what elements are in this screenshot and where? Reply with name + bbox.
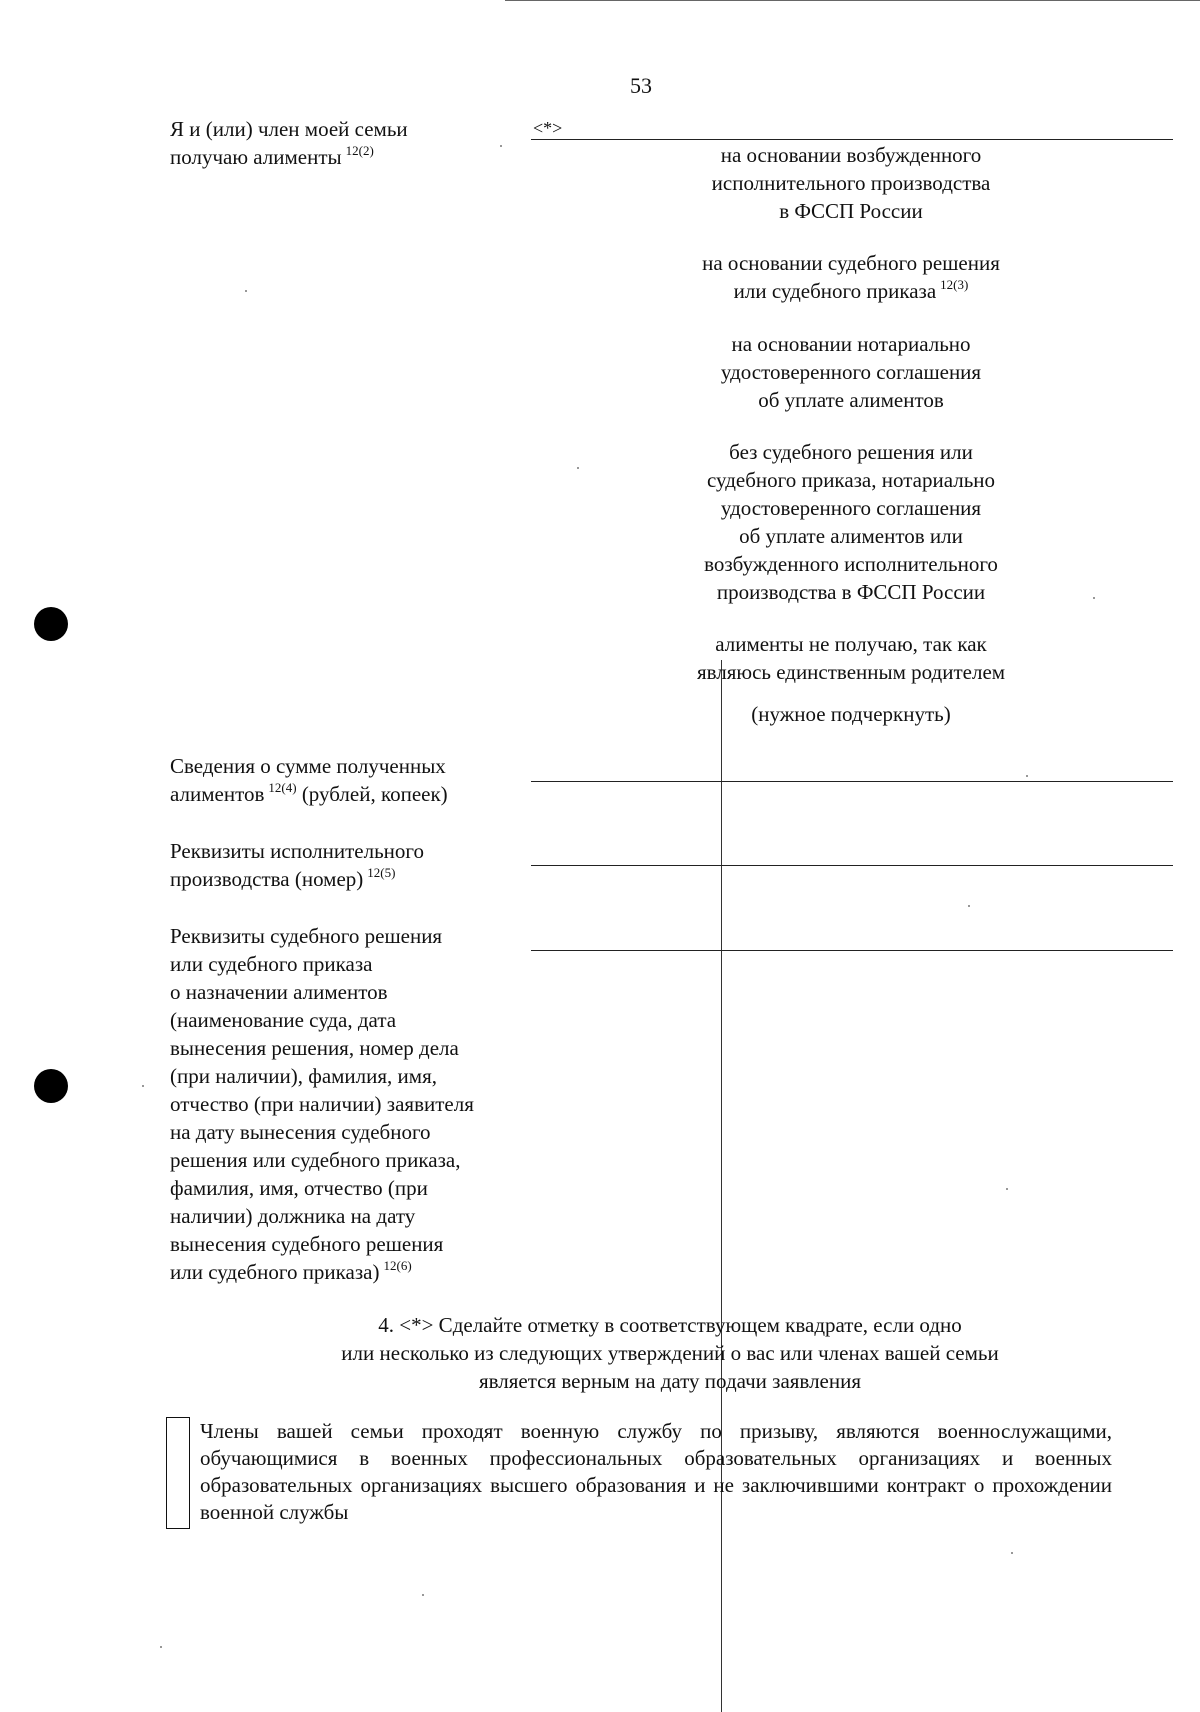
field-enforcement-line2: производства (номер): [170, 867, 364, 891]
top-edge-line: [505, 0, 1200, 1]
alimony-label: [170, 115, 408, 174]
alimony-option-2-line2: или судебного приказа: [733, 279, 937, 303]
field-court-decision-line12: вынесения судебного решения: [170, 1232, 444, 1256]
alimony-option-5-line2: являюсь единственным родителем: [696, 660, 1006, 684]
alimony-option-2-line1: на основании судебного решения: [702, 251, 1000, 275]
field-alimony-amount-line1: Сведения о сумме полученных: [170, 754, 446, 778]
alimony-option-3[interactable]: [650, 330, 1052, 414]
field-court-decision-line8: на дату вынесения судебного: [170, 1120, 431, 1144]
field-alimony-amount-footnote: 12(4): [268, 780, 297, 795]
fold-line: [721, 660, 722, 1712]
alimony-option-1-line1: на основании возбужденного: [720, 143, 982, 167]
page-number: 53: [630, 73, 652, 98]
alimony-option-2-footnote: 12(3): [940, 277, 969, 292]
alimony-option-3-line1: на основании нотариально: [731, 332, 971, 356]
field-enforcement-footnote: 12(5): [367, 865, 396, 880]
alimony-option-1-line2: исполнительного производства: [711, 171, 991, 195]
alimony-amount-input-line[interactable]: [531, 781, 1173, 782]
field-court-decision-line13: или судебного приказа): [170, 1260, 380, 1284]
field-court-decision-label: [170, 922, 474, 1289]
field-court-decision-line4: (наименование суда, дата: [170, 1008, 397, 1032]
alimony-option-4-line2: судебного приказа, нотариально: [706, 468, 996, 492]
underline-hint: (нужное подчеркнуть): [751, 702, 951, 726]
scan-speck: [1011, 1552, 1013, 1554]
alimony-option-5-line1: алименты не получаю, так как: [715, 632, 987, 656]
section4-heading-line1: 4. <*> Сделайте отметку в соответствующем квадрате, если одно: [378, 1313, 962, 1337]
alimony-option-5[interactable]: [650, 630, 1052, 686]
alimony-footnote: 12(2): [345, 143, 374, 158]
field-alimony-amount-label: [170, 752, 448, 811]
section4-heading: [170, 1311, 1170, 1395]
field-court-decision-line6: (при наличии), фамилия, имя,: [170, 1064, 437, 1088]
scan-speck: [245, 290, 247, 292]
alimony-option-4[interactable]: [650, 438, 1052, 606]
field-alimony-amount-line2: алиментов: [170, 782, 265, 806]
scan-speck: [422, 1594, 424, 1596]
field-court-decision-footnote: 12(6): [383, 1258, 412, 1273]
alimony-option-2[interactable]: [650, 249, 1052, 308]
punch-hole-top: [34, 607, 68, 641]
field-court-decision-line9: решения или судебного приказа,: [170, 1148, 461, 1172]
field-court-decision-line3: о назначении алиментов: [170, 980, 388, 1004]
alimony-label-line1: Я и (или) член моей семьи: [170, 117, 408, 141]
military-service-statement: Члены вашей семьи проходят военную службу по призыву, являются военнослужащими, обучающимися в военных профессиональных образовательных организациях и военных образовательных организациях высшего образования и не заключившими контракт о прохождении военной службы: [200, 1419, 1112, 1524]
top-line-label: <*>: [533, 118, 563, 138]
field-enforcement-line1: Реквизиты исполнительного: [170, 839, 425, 863]
scan-speck: [142, 1085, 144, 1087]
scan-speck: [160, 1646, 162, 1648]
alimony-option-4-line1: без судебного решения или: [729, 440, 973, 464]
field-enforcement-label: [170, 837, 424, 896]
alimony-option-4-line5: возбужденного исполнительного: [704, 552, 998, 576]
section4-heading-line3: является верным на дату подачи заявления: [478, 1369, 862, 1393]
field-court-decision-line10: фамилия, имя, отчество (при: [170, 1176, 428, 1200]
field-alimony-amount-suffix: (рублей, копеек): [301, 782, 448, 806]
field-court-decision-line7: отчество (при наличии) заявителя: [170, 1092, 474, 1116]
alimony-answer-line[interactable]: [531, 139, 1173, 140]
field-court-decision-line11: наличии) должника на дату: [170, 1204, 416, 1228]
alimony-label-line2: получаю алименты: [170, 145, 342, 169]
alimony-option-3-line3: об уплате алиментов: [758, 388, 944, 412]
alimony-option-3-line2: удостоверенного соглашения: [720, 360, 982, 384]
section4-heading-line2: или несколько из следующих утверждений о вас или членах вашей семьи: [341, 1341, 999, 1365]
alimony-option-4-line4: об уплате алиментов или: [739, 524, 963, 548]
scan-speck: [500, 145, 502, 147]
court-decision-input-line[interactable]: [531, 950, 1173, 951]
alimony-option-4-line6: производства в ФССП России: [716, 580, 986, 604]
scan-speck: [1006, 1188, 1008, 1190]
field-court-decision-line2: или судебного приказа: [170, 952, 373, 976]
alimony-option-1-line3: в ФССП России: [779, 199, 923, 223]
scan-speck: [1093, 597, 1095, 599]
field-court-decision-line1: Реквизиты судебного решения: [170, 924, 443, 948]
alimony-option-1[interactable]: [650, 141, 1052, 225]
alimony-option-4-line3: удостоверенного соглашения: [720, 496, 982, 520]
punch-hole-bottom: [34, 1069, 68, 1103]
scan-speck: [1026, 775, 1028, 777]
field-court-decision-line5: вынесения решения, номер дела: [170, 1036, 459, 1060]
military-service-checkbox[interactable]: [166, 1417, 190, 1529]
enforcement-input-line[interactable]: [531, 865, 1173, 866]
scan-speck: [968, 905, 970, 907]
scan-speck: [577, 467, 579, 469]
